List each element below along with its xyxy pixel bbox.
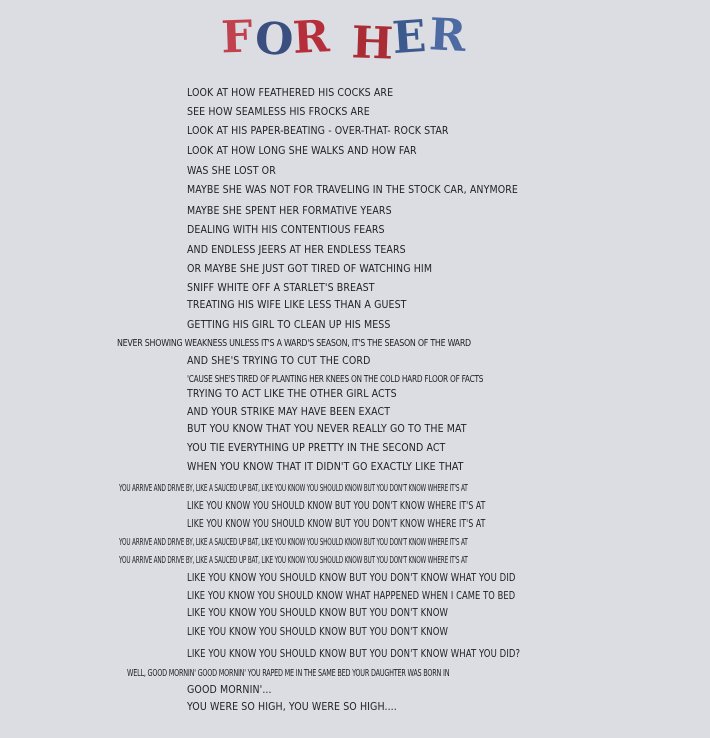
lyric-line: TREATING HIS WIFE LIKE LESS THAN A GUEST — [187, 299, 407, 311]
lyric-line: OR MAYBE SHE JUST GOT TIRED OF WATCHING HIM — [187, 263, 433, 275]
lyric-line: MAYBE SHE WAS NOT FOR TRAVELING IN THE STOCK CAR, ANYMORE — [187, 184, 518, 196]
lyric-line: AND ENDLESS JEERS AT HER ENDLESS TEARS — [187, 244, 406, 256]
title-letter: E — [390, 10, 427, 65]
lyric-line: WAS SHE LOST OR — [187, 165, 276, 177]
title-letter: F — [220, 11, 253, 64]
lyric-line: YOU ARRIVE AND DRIVE BY, LIKE A SAUCED UP BAT, LIKE YOU KNOW YOU SHOULD KNOW BUT YOU DON'T KNOW WHERE IT'S AT — [119, 483, 468, 494]
title-letter: O — [254, 13, 294, 66]
lyric-line: WELL, GOOD MORNIN' GOOD MORNIN' YOU RAPED ME IN THE SAME BED YOUR DAUGHTER WAS BORN IN — [127, 668, 450, 679]
lyric-line: LIKE YOU KNOW YOU SHOULD KNOW BUT YOU DON'T KNOW WHAT YOU DID — [187, 572, 516, 584]
lyric-line: WHEN YOU KNOW THAT IT DIDN'T GO EXACTLY LIKE THAT — [187, 461, 464, 473]
lyric-line: AND YOUR STRIKE MAY HAVE BEEN EXACT — [187, 406, 391, 418]
lyric-line: LOOK AT HOW FEATHERED HIS COCKS ARE — [187, 87, 394, 99]
title-letter: H — [350, 17, 394, 70]
lyric-line: GOOD MORNIN'... — [187, 684, 272, 696]
lyric-line: LOOK AT HIS PAPER-BEATING - OVER-THAT- ROCK STAR — [187, 125, 449, 137]
lyric-line: LIKE YOU KNOW YOU SHOULD KNOW BUT YOU DON'T KNOW WHERE IT'S AT — [187, 518, 486, 530]
lyric-line: SNIFF WHITE OFF A STARLET'S BREAST — [187, 282, 375, 294]
lyric-line: MAYBE SHE SPENT HER FORMATIVE YEARS — [187, 205, 392, 217]
lyric-line: LIKE YOU KNOW YOU SHOULD KNOW BUT YOU DON'T KNOW — [187, 607, 449, 619]
lyric-line: YOU WERE SO HIGH, YOU WERE SO HIGH.... — [187, 701, 397, 713]
lyric-line: TRYING TO ACT LIKE THE OTHER GIRL ACTS — [187, 388, 397, 400]
lyric-line: GETTING HIS GIRL TO CLEAN UP HIS MESS — [187, 319, 391, 331]
lyric-line: YOU ARRIVE AND DRIVE BY, LIKE A SAUCED UP BAT, LIKE YOU KNOW YOU SHOULD KNOW BUT YOU DON'T KNOW WHERE IT'S AT — [119, 537, 468, 548]
lyric-line: LIKE YOU KNOW YOU SHOULD KNOW BUT YOU DON'T KNOW — [187, 626, 449, 638]
lyric-line: BUT YOU KNOW THAT YOU NEVER REALLY GO TO THE MAT — [187, 423, 467, 435]
title-letter: R — [428, 9, 467, 62]
lyric-line: LIKE YOU KNOW YOU SHOULD KNOW WHAT HAPPENED WHEN I CAME TO BED — [187, 590, 516, 602]
lyric-line: 'CAUSE SHE'S TIRED OF PLANTING HER KNEES ON THE COLD HARD FLOOR OF FACTS — [187, 374, 484, 385]
lyric-line: YOU TIE EVERYTHING UP PRETTY IN THE SECOND ACT — [187, 442, 446, 454]
lyric-line: DEALING WITH HIS CONTENTIOUS FEARS — [187, 224, 385, 236]
title-letter: R — [291, 11, 330, 64]
lyric-line: SEE HOW SEAMLESS HIS FROCKS ARE — [187, 106, 370, 118]
lyric-line: LIKE YOU KNOW YOU SHOULD KNOW BUT YOU DON'T KNOW WHERE IT'S AT — [187, 500, 486, 512]
lyric-line: LIKE YOU KNOW YOU SHOULD KNOW BUT YOU DON'T KNOW WHAT YOU DID? — [187, 648, 521, 660]
lyric-line: YOU ARRIVE AND DRIVE BY, LIKE A SAUCED UP BAT, LIKE YOU KNOW YOU SHOULD KNOW BUT YOU DON'T KNOW WHERE IT'S AT — [119, 555, 468, 566]
lyric-line: NEVER SHOWING WEAKNESS UNLESS IT'S A WARD'S SEASON, IT'S THE SEASON OF THE WARD — [117, 338, 471, 349]
lyric-line: LOOK AT HOW LONG SHE WALKS AND HOW FAR — [187, 145, 417, 157]
lyric-line: AND SHE'S TRYING TO CUT THE CORD — [187, 355, 371, 367]
page-title — [220, 9, 467, 70]
